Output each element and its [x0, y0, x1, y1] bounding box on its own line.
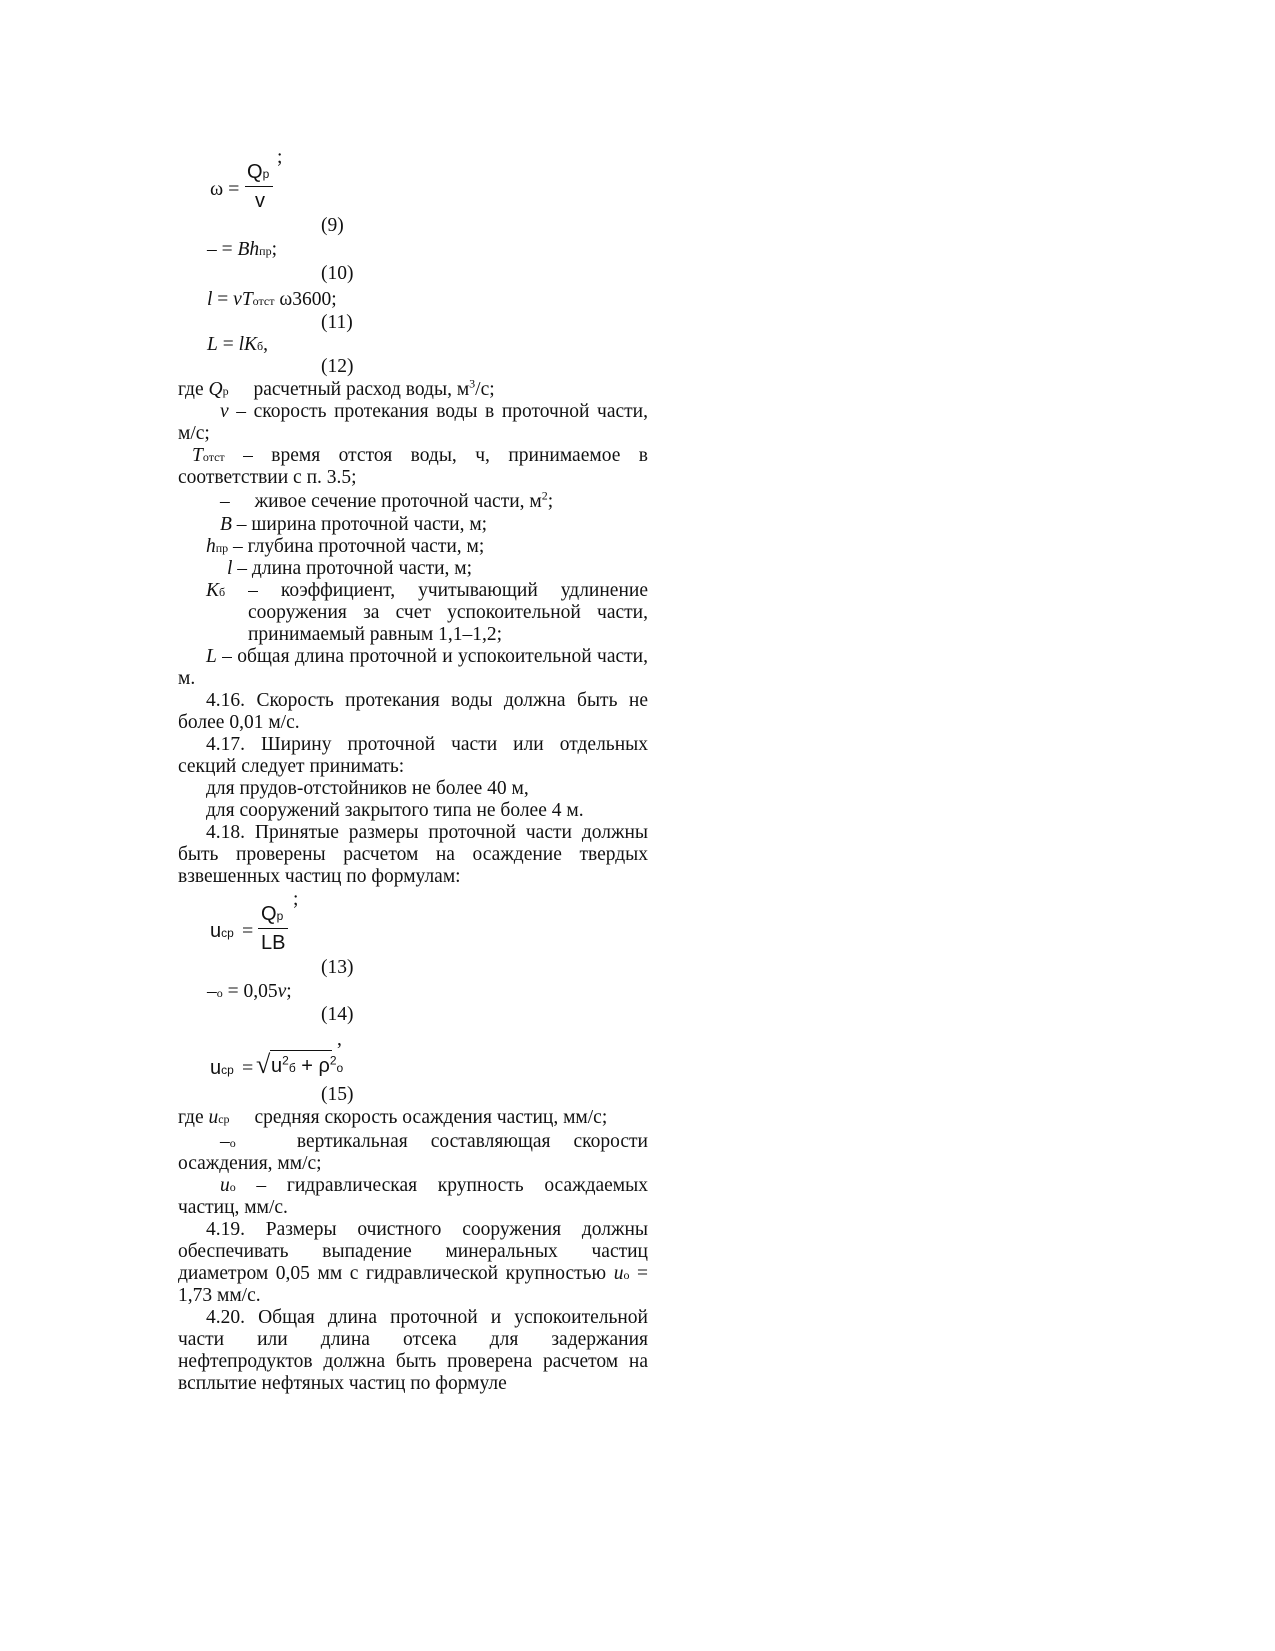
formula-13-number: (13) — [321, 957, 354, 978]
p416-line2: более 0,01 м/с. — [178, 712, 300, 733]
p419-line2: обеспечивать выпадение минеральных частиц — [178, 1241, 648, 1262]
formula-15-equals: = — [242, 1057, 254, 1079]
formula-12-expression: L = lKб, — [207, 334, 269, 355]
formula-15-number: (15) — [321, 1084, 354, 1105]
formula-11-expression: l = vTотст ω3600; — [207, 289, 337, 310]
formula-9-denominator: v — [255, 190, 265, 212]
def-qp: где Qр   расчетный расход воды, $м^3/с$; — [178, 376, 495, 400]
def-ucp: где uср   средняя скорость осаждения частиц, мм/с; — [178, 1107, 608, 1128]
formula-15-root-sign: √ — [256, 1050, 271, 1079]
p417-line2: секций следует принимать: — [178, 756, 405, 777]
p418-line3: взвешенных частиц по формулам: — [178, 866, 461, 887]
formula-15-root-bar — [270, 1050, 332, 1051]
formula-13-numerator: Qр — [261, 903, 284, 925]
formula-15-comma: , — [337, 1029, 342, 1050]
def-l: l – длина проточной части, м; — [227, 558, 473, 579]
formula-11-number: (11) — [321, 312, 353, 333]
def-v: v – скорость протекания воды в проточной части, — [220, 401, 648, 422]
formula-9-fraction-bar — [245, 186, 273, 187]
p417-line3: для прудов-отстойников не более 40 м, — [206, 778, 529, 799]
p418-line2: быть проверены расчетом на осаждение твердых — [178, 844, 648, 865]
p417-line1: 4.17. Ширину проточной части или отдельных — [206, 734, 648, 755]
p420-line2: части или длина отсека для задержания — [178, 1329, 648, 1350]
formula-9-lhs: ω = — [210, 178, 240, 200]
def-uo: uо – гидравлическая крупность осаждаемых — [220, 1175, 648, 1196]
def-t-cont: соответствии с п. 3.5; — [178, 467, 357, 488]
formula-15-lhs: uср — [210, 1057, 234, 1079]
def-uo-cont: частиц, мм/с. — [178, 1197, 288, 1218]
p419-line1: 4.19. Размеры очистного сооружения должны — [206, 1219, 648, 1240]
p416-line1: 4.16. Скорость протекания воды должна быть не — [206, 690, 648, 711]
def-L: L – общая длина проточной и успокоительной части, — [206, 646, 648, 667]
p417-line4: для сооружений закрытого типа не более 4 м. — [206, 800, 584, 821]
formula-14-expression: –о = 0,05v; — [207, 981, 292, 1002]
def-wo: –о   вертикальная составляющая скорости — [220, 1131, 648, 1152]
def-L-cont: м. — [178, 668, 196, 689]
formula-14-number: (14) — [321, 1004, 354, 1025]
formula-13-denominator: LB — [261, 932, 286, 954]
formula-13-fraction-bar — [258, 928, 288, 929]
def-k-line3: принимаемый равным 1,1–1,2; — [248, 624, 503, 645]
p418-line1: 4.18. Принятые размеры проточной части должны — [206, 822, 648, 843]
def-h: hпр – глубина проточной части, м; — [206, 536, 485, 557]
formula-12-number: (12) — [321, 356, 354, 377]
p419-line4: 1,73 мм/с. — [178, 1285, 261, 1306]
formula-13-lhs: uср — [210, 920, 234, 942]
formula-9-numerator: Qр — [247, 161, 270, 183]
def-omega: –   живое сечение проточной части, $м^2$; — [220, 488, 554, 512]
def-v-cont: м/с; — [178, 423, 210, 444]
def-k-line2: сооружения за счет успокоительной части, — [248, 602, 648, 623]
formula-13-semicolon: ; — [293, 889, 299, 910]
p419-line3: диаметром 0,05 мм с гидравлической крупностью uо = — [178, 1263, 648, 1284]
formula-15-radicand: $u^2б + \rho^2о$ — [271, 1053, 344, 1077]
p420-line1: 4.20. Общая длина проточной и успокоительной — [206, 1307, 648, 1328]
def-t: Tотст – время отстоя воды, ч, принимаемое в — [192, 445, 648, 466]
def-k: Kб – коэффициент, учитывающий удлинение — [206, 580, 648, 601]
formula-9-semicolon: ; — [277, 147, 283, 168]
formula-13-equals: = — [242, 920, 254, 942]
formula-10-expression: – = Bhпр; — [207, 239, 278, 260]
p420-line3: нефтепродуктов должна быть проверена расчетом на — [178, 1351, 648, 1372]
def-wo-cont: осаждения, мм/с; — [178, 1153, 322, 1174]
formula-9-number: (9) — [321, 215, 344, 236]
def-b: B – ширина проточной части, м; — [220, 514, 488, 535]
formula-10-number: (10) — [321, 263, 354, 284]
p420-line4: всплытие нефтяных частиц по формуле — [178, 1373, 507, 1394]
